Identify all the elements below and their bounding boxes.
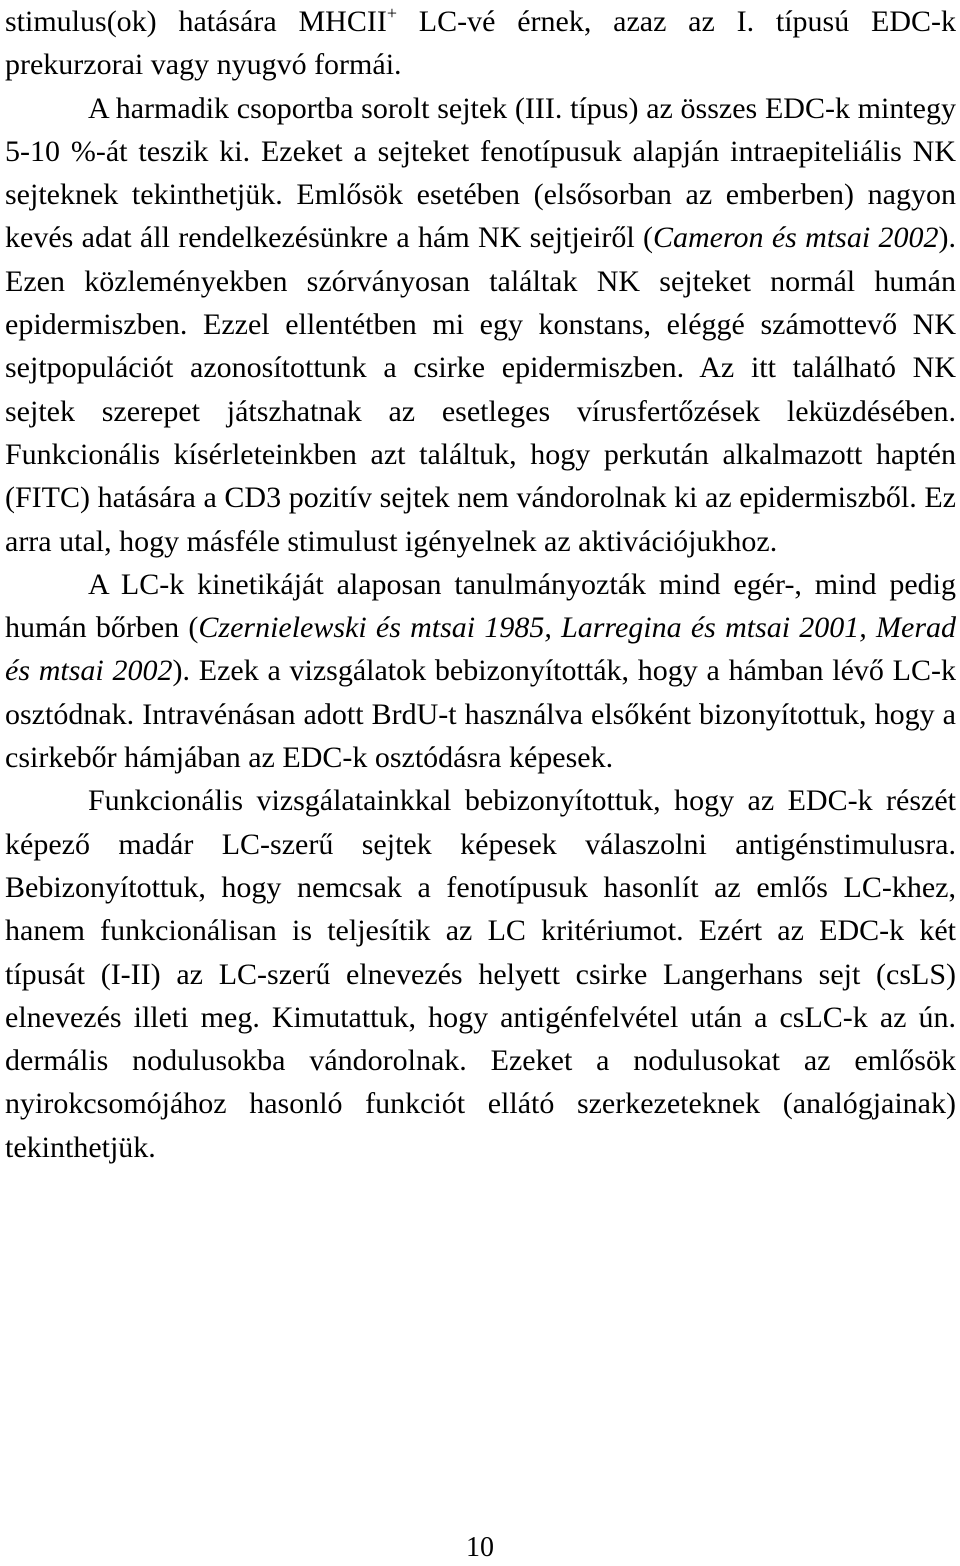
text-span: stimulus(ok) hatására MHCII <box>5 5 387 38</box>
text-span: LC-vé érnek, azaz az I. típusú EDC-k prekurzorai vagy nyugvó formái. <box>5 5 956 82</box>
superscript: + <box>386 3 397 23</box>
text-span: A harmadik csoportba sorolt sejtek (III. típus) az összes EDC-k mintegy 5-10 %-át teszik ki. Ezeket a sejteket fenotípusuk alapján intraepiteliális NK sejteknek tekinthetjük. Emlősök esetében (elsősorban az emberben) nagyon kevés adat áll rendelkezésünkre a hám NK sejtjeiről ( <box>5 91 956 255</box>
text-span: ). Ezek a vizsgálatok bebizonyították, hogy a hámban lévő LC-k osztódnak. Intravénásan adott BrdU-t használva elsőként bizonyítottuk, hogy a csirkebőr hámjában az EDC-k osztódásra képesek. <box>5 654 957 775</box>
page-number: 10 <box>466 1532 494 1563</box>
document-page <box>5 0 956 1169</box>
text-span: ). Ezen közleményekben szórványosan találtak NK sejteket normál humán epidermiszben. Ezzel ellentétben mi egy konstans, eléggé számottevő NK sejtpopulációt azonosítottunk a csirke epidermiszben. Az itt található NK sejtek szerepet játszhatnak az esetleges vírusfertőzések leküzdésében. Funkcionális kísérleteinkben azt találtuk, hogy perkután alkalmazott haptén (FITC) hatására a CD3 pozitív sejtek nem vándorolnak ki az epidermiszből. Ez arra utal, hogy másféle stimulust igényelnek az aktivációjukhoz. <box>5 221 956 558</box>
text-span: Funkcionális vizsgálatainkkal bebizonyítottuk, hogy az EDC-k részét képező madár LC-szerű sejtek képesek válaszolni antigénstimulusra. Bebizonyítottuk, hogy nemcsak a fenotípusuk hasonlít az emlős LC-khez, hanem funkcionálisan is teljesítik az LC kritériumot. Ezért az EDC-k két típusát (I-II) az LC-szerű elnevezés helyett csirke Langerhans sejt (csLS) elnevezés illeti meg. Kimutattuk, hogy antigénfelvétel után a csLC-k az ún. dermális nodulusokba vándorolnak. Ezeket a nodulusokat az emlősök nyirokcsomójához hasonló funkciót ellátó szerkezeteknek (analógjainak) tekinthetjük. <box>5 784 956 1164</box>
text-span: A LC-k kinetikáját alaposan tanulmányozták mind egér-, mind pedig humán bőrben ( <box>5 567 956 645</box>
paragraph-functional-studies <box>5 779 956 1169</box>
paragraph-nk-cells <box>5 87 956 563</box>
paragraph-lc-kinetics <box>5 563 956 779</box>
paragraph-continued <box>5 0 956 87</box>
citation: Cameron és mtsai 2002 <box>652 221 939 255</box>
citation: Czernielewski és mtsai 1985, Larregina és mtsai 2001, Merad és mtsai 2002 <box>5 611 956 688</box>
